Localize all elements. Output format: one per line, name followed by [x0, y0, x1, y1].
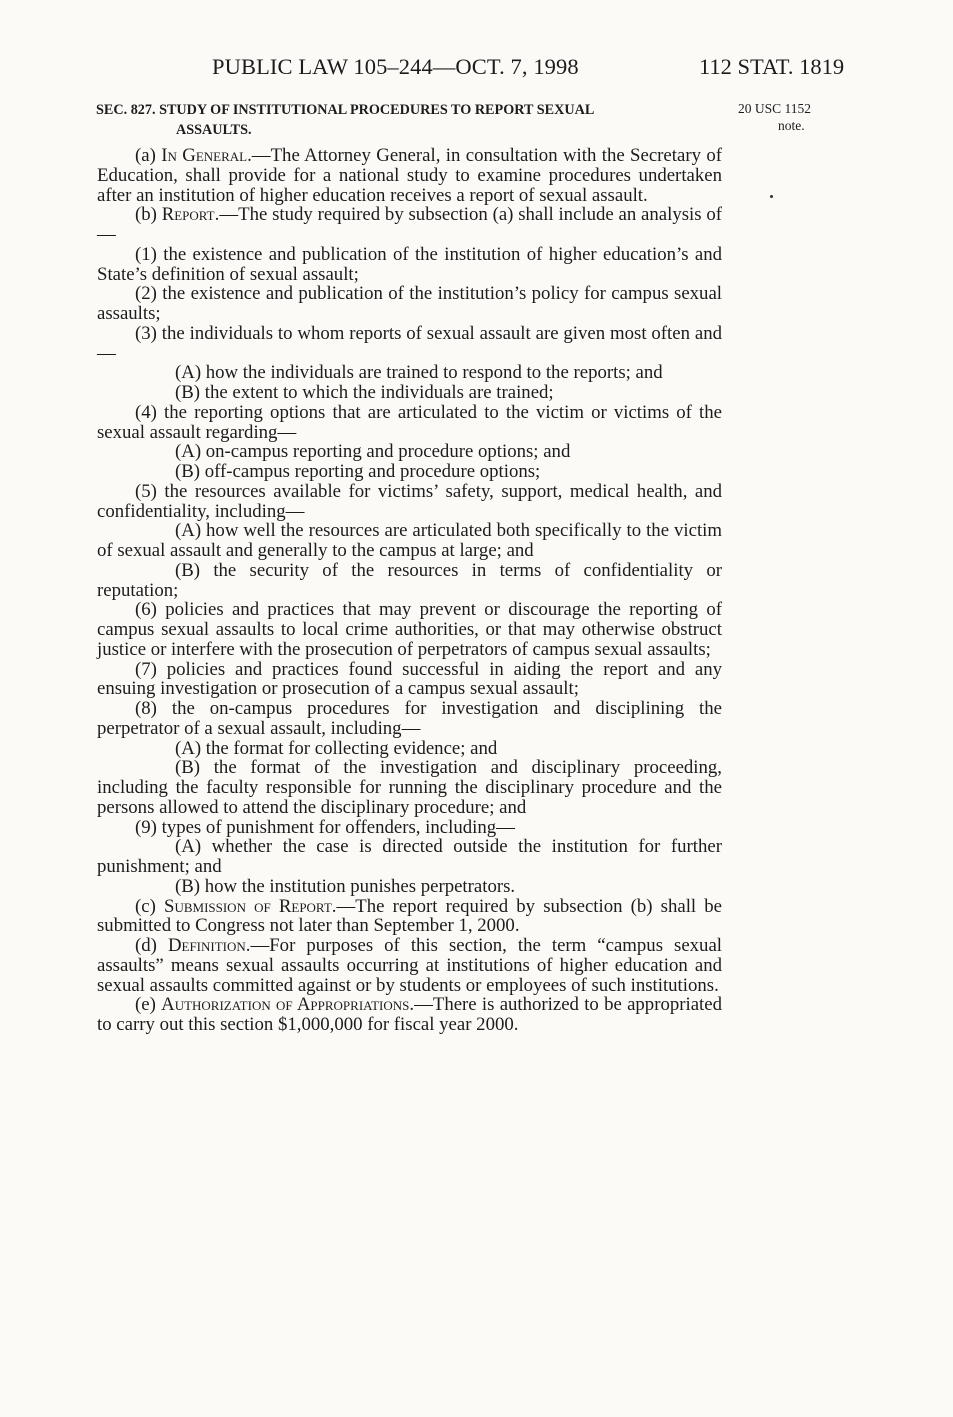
subsection-text: .—The study required by subsection (a) shall include an analysis of— — [97, 204, 722, 245]
subsection-label: (a) — [135, 145, 156, 166]
margin-citation — [738, 100, 811, 134]
paragraph-b3A: (A) how the individuals are trained to respond to the reports; and — [175, 362, 663, 384]
subsection-c — [97, 897, 722, 937]
paragraph-b4: (4) the reporting options that are articulated to the victim or victims of the sexual assault regarding— — [97, 401, 722, 443]
section-heading — [96, 100, 722, 140]
paragraph-b5: (5) the resources available for victims’ safety, support, medical health, and confidentiality, including— — [97, 480, 722, 522]
section-heading-line1: SEC. 827. STUDY OF INSTITUTIONAL PROCEDURES TO REPORT SEXUAL — [96, 102, 595, 118]
stray-ink-mark — [770, 195, 773, 198]
paragraph-b3B: (B) the extent to which the individuals are trained; — [175, 382, 554, 403]
subsection-text: .—The Attorney General, in consultation with the Secretary of Education, shall provide for a national study to examine procedures undertaken after an institution of higher education receives a report of sexual assault. — [97, 145, 722, 206]
subsection-text: .—The report required by subsection (b) shall be submitted to Congress not later than September 1, 2000. — [97, 895, 723, 937]
paragraph-b9A: (A) whether the case is directed outside the institution for further punishment; and — [97, 836, 722, 877]
paragraph-b8: (8) the on-campus procedures for investigation and disciplining the perpetrator of a sexual assault, including— — [97, 698, 722, 739]
subsection-b — [97, 205, 722, 245]
paragraph-b4A: (A) on-campus reporting and procedure options; and — [175, 441, 571, 463]
subsection-label: (e) — [135, 994, 156, 1016]
margin-citation-line1: 20 USC 1152 — [738, 101, 812, 116]
paragraph-b1: (1) the existence and publication of the institution of higher education’s and State’s definition of sexual assault; — [97, 243, 722, 285]
margin-citation-line2: note. — [778, 118, 805, 133]
subsection-e — [97, 995, 722, 1035]
paragraph-b9: (9) types of punishment for offenders, including— — [135, 816, 515, 838]
paragraph-b5B: (B) the security of the resources in terms of confidentiality or reputation; — [97, 559, 722, 601]
subsection-caption: Authorization of Appropriations — [161, 994, 410, 1016]
paragraph-b3: (3) the individuals to whom reports of sexual assault are given most often and— — [97, 322, 722, 364]
subsection-d — [97, 936, 722, 995]
subsection-text: .—There is authorized to be appropriated to carry out this section $1,000,000 for fiscal year 2000. — [97, 994, 722, 1035]
subsection-caption: Report — [161, 204, 215, 226]
paragraph-b4B: (B) off-campus reporting and procedure options; — [175, 461, 541, 482]
paragraph-b2: (2) the existence and publication of the institution’s policy for campus sexual assaults; — [97, 283, 722, 324]
subsection-caption: Definition — [167, 935, 246, 956]
subsection-label: (d) — [135, 935, 157, 956]
paragraph-b5A: (A) how well the resources are articulated both specifically to the victim of sexual assault and generally to the campus at large; and — [97, 520, 722, 561]
subsection-label: (b) — [135, 204, 157, 226]
section-heading-line2: ASSAULTS. — [176, 122, 252, 138]
section-body — [97, 146, 722, 1035]
paragraph-b7: (7) policies and practices found successful in aiding the report and any ensuing investigation or prosecution of a campus sexual assault; — [97, 658, 722, 700]
paragraph-b6: (6) policies and practices that may prevent or discourage the reporting of campus sexual assaults to local crime authorities, or that may otherwise obstruct justice or interfere with the prosecution of perpetrators of campus sexual assaults; — [97, 599, 722, 660]
subsection-a — [97, 146, 722, 205]
running-header-title: PUBLIC LAW 105–244—OCT. 7, 1998 — [212, 54, 579, 79]
running-header-page: 112 STAT. 1819 — [699, 54, 845, 79]
subsection-text: .—For purposes of this section, the term “campus sexual assaults” means sexual assaults occurring at institutions of higher education and sexual assaults committed against or by students or employees of such institutions. — [97, 935, 722, 996]
paragraph-b8B: (B) the format of the investigation and disciplinary proceeding, including the faculty responsible for running the disciplinary procedure and the persons allowed to attend the disciplinary procedure; and — [97, 757, 722, 818]
subsection-caption: In General — [161, 145, 248, 166]
paragraph-b8A: (A) the format for collecting evidence; and — [175, 737, 498, 759]
paragraph-b9B: (B) how the institution punishes perpetrators. — [175, 875, 516, 897]
subsection-caption: Submission of Report — [164, 895, 332, 917]
subsection-label: (c) — [135, 895, 156, 917]
